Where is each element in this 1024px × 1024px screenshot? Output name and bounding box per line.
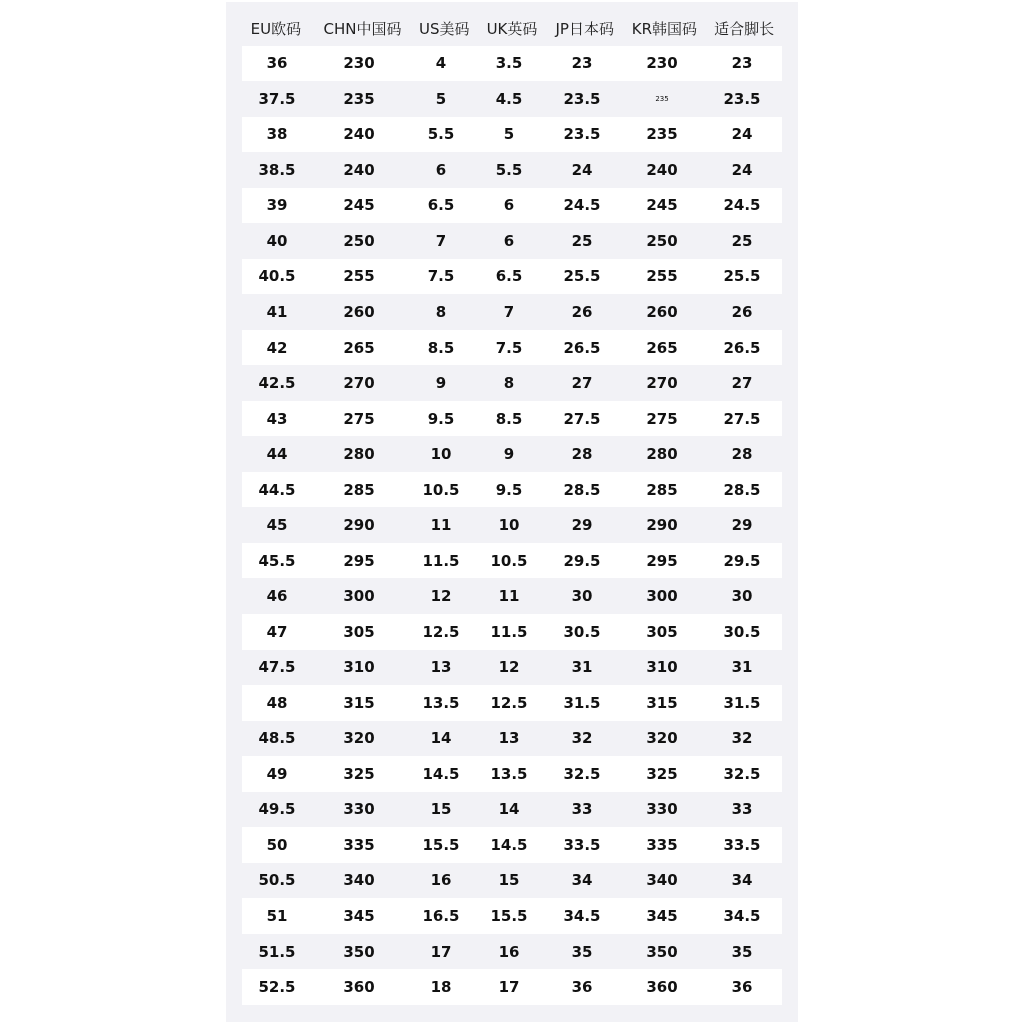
table-cell: 9 [503, 445, 515, 464]
table-cell: 32.5 [563, 764, 601, 783]
table-cell: 13 [430, 658, 452, 677]
table-cell: 44 [266, 445, 288, 464]
table-cell: 32.5 [723, 764, 761, 783]
table-cell: 23.5 [723, 89, 761, 108]
table-cell: 17 [498, 978, 520, 997]
table-cell: 315 [646, 693, 678, 712]
table-cell: 42 [266, 338, 288, 357]
table-cell: 18 [430, 978, 452, 997]
table-cell: 27.5 [563, 409, 601, 428]
table-row [242, 152, 782, 188]
table-row [242, 436, 782, 472]
table-cell: 35 [731, 942, 753, 961]
table-cell: 11.5 [490, 622, 528, 641]
table-cell: 33.5 [723, 835, 761, 854]
table-cell: 12.5 [422, 622, 460, 641]
table-cell: 34 [731, 871, 753, 890]
table-cell: 38.5 [258, 160, 296, 179]
table-cell: 320 [343, 729, 375, 748]
table-cell: 29.5 [723, 551, 761, 570]
table-cell: 34.5 [563, 907, 601, 926]
table-cell: 15 [430, 800, 452, 819]
table-cell: 15.5 [490, 907, 528, 926]
table-cell: 5.5 [495, 160, 523, 179]
table-cell: 13.5 [422, 693, 460, 712]
table-cell: 36 [731, 978, 753, 997]
table-row [242, 898, 782, 934]
table-cell: 9.5 [495, 480, 523, 499]
table-row [242, 294, 782, 330]
table-row [242, 685, 782, 721]
table-cell: 270 [646, 374, 678, 393]
table-cell: 340 [646, 871, 678, 890]
table-cell: 45 [266, 516, 288, 535]
table-cell: 10 [498, 516, 520, 535]
table-cell: 235 [655, 94, 669, 103]
table-cell: 11.5 [422, 551, 460, 570]
table-cell: 8.5 [427, 338, 455, 357]
table-cell: 7 [503, 302, 515, 321]
table-cell: 330 [646, 800, 678, 819]
table-cell: 33.5 [563, 835, 601, 854]
table-cell: 41 [266, 302, 288, 321]
table-cell: 325 [646, 764, 678, 783]
table-cell: 23 [571, 54, 593, 73]
table-cell: 270 [343, 374, 375, 393]
header-kr: KR韩国码 [631, 19, 698, 38]
table-cell: 32 [571, 729, 593, 748]
table-header [236, 10, 784, 46]
table-cell: 245 [646, 196, 678, 215]
table-cell: 3.5 [495, 54, 523, 73]
table-cell: 315 [343, 693, 375, 712]
table-cell: 6 [503, 196, 515, 215]
table-cell: 12.5 [490, 693, 528, 712]
table-cell: 31 [571, 658, 593, 677]
table-row [242, 223, 782, 259]
table-cell: 23.5 [563, 125, 601, 144]
table-cell: 5 [503, 125, 515, 144]
table-cell: 26.5 [723, 338, 761, 357]
table-cell: 24.5 [563, 196, 601, 215]
table-cell: 245 [343, 196, 375, 215]
table-cell: 50.5 [258, 871, 296, 890]
table-cell: 265 [343, 338, 375, 357]
table-cell: 5 [435, 89, 447, 108]
table-cell: 28.5 [563, 480, 601, 499]
header-uk: UK英码 [486, 19, 538, 38]
table-cell: 29.5 [563, 551, 601, 570]
table-cell: 240 [343, 125, 375, 144]
table-cell: 260 [343, 302, 375, 321]
table-cell: 27.5 [723, 409, 761, 428]
table-row [242, 472, 782, 508]
table-cell: 24 [731, 125, 753, 144]
table-cell: 31 [731, 658, 753, 677]
table-cell: 14 [430, 729, 452, 748]
table-cell: 28 [731, 445, 753, 464]
table-cell: 320 [646, 729, 678, 748]
table-cell: 4.5 [495, 89, 523, 108]
table-row [242, 543, 782, 579]
table-cell: 275 [646, 409, 678, 428]
table-cell: 335 [646, 835, 678, 854]
table-cell: 14.5 [490, 835, 528, 854]
table-row [242, 46, 782, 82]
table-cell: 6 [435, 160, 447, 179]
table-row [242, 650, 782, 686]
table-cell: 39 [266, 196, 288, 215]
table-cell: 7.5 [495, 338, 523, 357]
table-cell: 240 [646, 160, 678, 179]
table-cell: 30.5 [723, 622, 761, 641]
table-cell: 33 [731, 800, 753, 819]
table-cell: 335 [343, 835, 375, 854]
table-cell: 295 [646, 551, 678, 570]
table-cell: 47.5 [258, 658, 296, 677]
table-cell: 290 [646, 516, 678, 535]
table-cell: 13 [498, 729, 520, 748]
table-cell: 285 [343, 480, 375, 499]
table-cell: 48.5 [258, 729, 296, 748]
table-cell: 300 [343, 587, 375, 606]
table-cell: 10 [430, 445, 452, 464]
header-foot-length: 适合脚长 [714, 19, 775, 38]
table-cell: 34 [571, 871, 593, 890]
table-cell: 16 [430, 871, 452, 890]
table-cell: 280 [646, 445, 678, 464]
table-cell: 345 [343, 907, 375, 926]
table-cell: 8 [435, 302, 447, 321]
table-cell: 31.5 [563, 693, 601, 712]
table-cell: 24.5 [723, 196, 761, 215]
table-cell: 51 [266, 907, 288, 926]
table-cell: 42.5 [258, 374, 296, 393]
table-cell: 16 [498, 942, 520, 961]
table-cell: 14 [498, 800, 520, 819]
table-cell: 30 [731, 587, 753, 606]
table-row [242, 863, 782, 899]
table-cell: 27 [571, 374, 593, 393]
table-cell: 325 [343, 764, 375, 783]
table-cell: 25.5 [723, 267, 761, 286]
table-cell: 330 [343, 800, 375, 819]
header-jp: JP日本码 [555, 19, 614, 38]
table-cell: 240 [343, 160, 375, 179]
table-cell: 4 [435, 54, 447, 73]
table-cell: 26 [571, 302, 593, 321]
table-cell: 9.5 [427, 409, 455, 428]
table-cell: 16.5 [422, 907, 460, 926]
table-cell: 310 [343, 658, 375, 677]
table-cell: 8 [503, 374, 515, 393]
header-eu: EU欧码 [250, 19, 302, 38]
table-cell: 44.5 [258, 480, 296, 499]
table-cell: 350 [343, 942, 375, 961]
table-cell: 345 [646, 907, 678, 926]
table-cell: 33 [571, 800, 593, 819]
table-cell: 5.5 [427, 125, 455, 144]
table-cell: 26 [731, 302, 753, 321]
table-cell: 11 [430, 516, 452, 535]
table-row [242, 507, 782, 543]
table-cell: 7 [435, 231, 447, 250]
table-cell: 34.5 [723, 907, 761, 926]
table-cell: 12 [430, 587, 452, 606]
table-cell: 255 [343, 267, 375, 286]
table-cell: 46 [266, 587, 288, 606]
table-cell: 15 [498, 871, 520, 890]
table-cell: 17 [430, 942, 452, 961]
table-cell: 230 [343, 54, 375, 73]
table-cell: 6 [503, 231, 515, 250]
table-row [242, 117, 782, 153]
table-cell: 36 [266, 54, 288, 73]
table-row [242, 81, 782, 117]
table-row [242, 756, 782, 792]
table-cell: 305 [343, 622, 375, 641]
table-cell: 48 [266, 693, 288, 712]
table-cell: 47 [266, 622, 288, 641]
table-cell: 28 [571, 445, 593, 464]
table-cell: 230 [646, 54, 678, 73]
table-cell: 36 [571, 978, 593, 997]
table-cell: 45.5 [258, 551, 296, 570]
table-cell: 295 [343, 551, 375, 570]
table-cell: 38 [266, 125, 288, 144]
table-cell: 13.5 [490, 764, 528, 783]
table-cell: 9 [435, 374, 447, 393]
table-row [242, 365, 782, 401]
table-cell: 360 [343, 978, 375, 997]
table-cell: 29 [571, 516, 593, 535]
table-cell: 49 [266, 764, 288, 783]
table-cell: 10.5 [422, 480, 460, 499]
table-row [242, 259, 782, 295]
table-row [242, 330, 782, 366]
table-cell: 35 [571, 942, 593, 961]
table-cell: 37.5 [258, 89, 296, 108]
table-cell: 31.5 [723, 693, 761, 712]
table-cell: 8.5 [495, 409, 523, 428]
table-cell: 10.5 [490, 551, 528, 570]
table-cell: 49.5 [258, 800, 296, 819]
table-cell: 6.5 [427, 196, 455, 215]
header-us: US美码 [418, 19, 470, 38]
table-cell: 310 [646, 658, 678, 677]
table-cell: 25 [571, 231, 593, 250]
table-cell: 255 [646, 267, 678, 286]
table-cell: 29 [731, 516, 753, 535]
table-body [242, 46, 782, 1005]
table-cell: 30 [571, 587, 593, 606]
table-row [242, 827, 782, 863]
table-cell: 32 [731, 729, 753, 748]
table-cell: 14.5 [422, 764, 460, 783]
table-cell: 7.5 [427, 267, 455, 286]
table-cell: 250 [343, 231, 375, 250]
table-cell: 275 [343, 409, 375, 428]
table-cell: 24 [731, 160, 753, 179]
table-cell: 250 [646, 231, 678, 250]
table-cell: 43 [266, 409, 288, 428]
table-cell: 11 [498, 587, 520, 606]
table-cell: 340 [343, 871, 375, 890]
header-chn: CHN中国码 [323, 19, 402, 38]
table-cell: 350 [646, 942, 678, 961]
table-cell: 28.5 [723, 480, 761, 499]
table-cell: 50 [266, 835, 288, 854]
table-row [242, 969, 782, 1005]
table-row [242, 792, 782, 828]
table-cell: 235 [646, 125, 678, 144]
table-row [242, 934, 782, 970]
table-cell: 260 [646, 302, 678, 321]
table-cell: 25.5 [563, 267, 601, 286]
table-cell: 305 [646, 622, 678, 641]
table-cell: 300 [646, 587, 678, 606]
table-cell: 30.5 [563, 622, 601, 641]
table-cell: 23 [731, 54, 753, 73]
table-cell: 26.5 [563, 338, 601, 357]
table-cell: 40.5 [258, 267, 296, 286]
table-cell: 12 [498, 658, 520, 677]
table-row [242, 401, 782, 437]
table-cell: 290 [343, 516, 375, 535]
table-cell: 27 [731, 374, 753, 393]
table-cell: 40 [266, 231, 288, 250]
table-row [242, 614, 782, 650]
table-cell: 51.5 [258, 942, 296, 961]
table-row [242, 578, 782, 614]
table-cell: 25 [731, 231, 753, 250]
table-row [242, 188, 782, 224]
table-cell: 6.5 [495, 267, 523, 286]
table-cell: 23.5 [563, 89, 601, 108]
table-row [242, 721, 782, 757]
table-cell: 52.5 [258, 978, 296, 997]
table-cell: 280 [343, 445, 375, 464]
table-cell: 15.5 [422, 835, 460, 854]
table-cell: 360 [646, 978, 678, 997]
table-cell: 285 [646, 480, 678, 499]
table-cell: 24 [571, 160, 593, 179]
table-cell: 265 [646, 338, 678, 357]
table-cell: 235 [343, 89, 375, 108]
